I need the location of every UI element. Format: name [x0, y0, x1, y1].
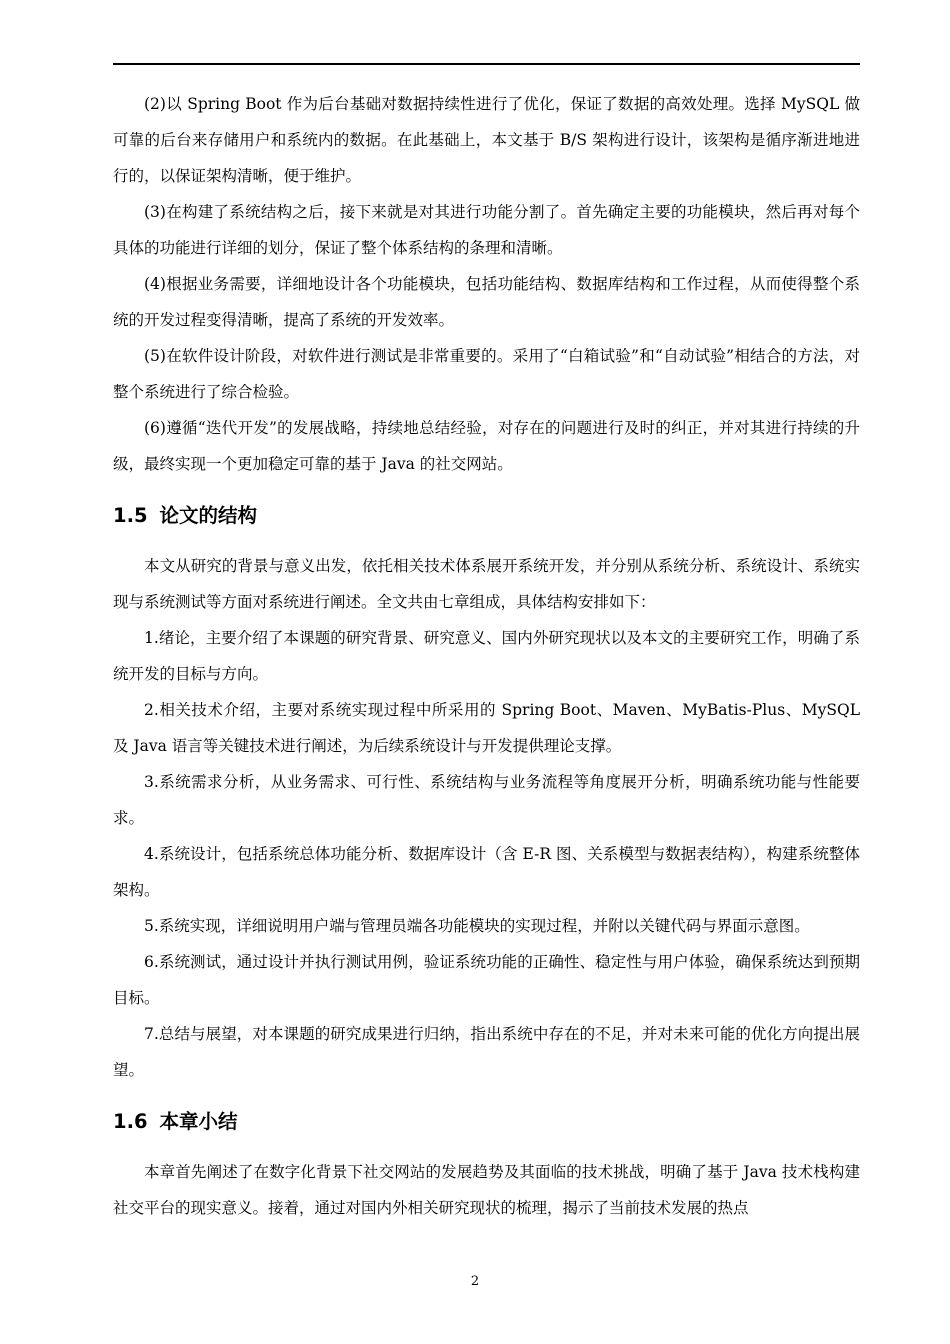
section-title: 论文的结构 [159, 504, 258, 527]
page-number: 2 [470, 1274, 480, 1289]
paragraph: 本文从研究的背景与意义出发，依托相关技术体系展开系统开发，并分别从系统分析、系统设计、系统实现与系统测试等方面对系统进行阐述。全文共由七章组成，具体结构安排如下： [113, 557, 860, 611]
paragraph: 5.系统实现，详细说明用户端与管理员端各功能模块的实现过程，并附以关键代码与界面示意图。 [144, 917, 810, 935]
paragraph: 6.系统测试，通过设计并执行测试用例，验证系统功能的正确性、稳定性与用户体验，确保系统达到预期目标。 [113, 953, 860, 1007]
section-heading-1-5 [113, 496, 860, 536]
paragraph: 2.相关技术介绍，主要对系统实现过程中所采用的 Spring Boot、Maven、MyBatis-Plus、MySQL 及 Java 语言等关键技术进行阐述，为后续系统设计与开发提供理论支撑。 [113, 701, 860, 755]
section-heading-1-6 [113, 1102, 860, 1142]
section-number: 1.6 [113, 1110, 148, 1133]
paragraph: 3.系统需求分析，从业务需求、可行性、系统结构与业务流程等角度展开分析，明确系统功能与性能要求。 [113, 773, 860, 827]
section-title: 本章小结 [159, 1110, 238, 1133]
paragraph: 7.总结与展望，对本课题的研究成果进行归纳，指出系统中存在的不足，并对未来可能的优化方向提出展望。 [113, 1025, 860, 1079]
paragraph: (3)在构建了系统结构之后，接下来就是对其进行功能分割了。首先确定主要的功能模块，然后再对每个具体的功能进行详细的划分，保证了整个体系结构的条理和清晰。 [113, 203, 860, 257]
paragraph: 4.系统设计，包括系统总体功能分析、数据库设计（含 E-R 图、关系模型与数据表结构），构建系统整体架构。 [113, 845, 860, 899]
paragraph: (2)以 Spring Boot 作为后台基础对数据持续性进行了优化，保证了数据的高效处理。选择 MySQL 做可靠的后台来存储用户和系统内的数据。在此基础上，本文基于 B/S 架构进行设计，该架构是循序渐进地进行的，以保证架构清晰，便于维护。 [113, 95, 860, 185]
page-body [113, 86, 860, 1226]
paragraph: (5)在软件设计阶段，对软件进行测试是非常重要的。采用了“白箱试验”和“自动试验”相结合的方法，对整个系统进行了综合检验。 [113, 347, 860, 401]
paragraph: (6)遵循“迭代开发”的发展战略，持续地总结经验，对存在的问题进行及时的纠正，并对其进行持续的升级，最终实现一个更加稳定可靠的基于 Java 的社交网站。 [113, 419, 860, 473]
section-number: 1.5 [113, 504, 148, 527]
paragraph: 1.绪论，主要介绍了本课题的研究背景、研究意义、国内外研究现状以及本文的主要研究工作，明确了系统开发的目标与方向。 [113, 629, 860, 683]
paragraph: (4)根据业务需要，详细地设计各个功能模块，包括功能结构、数据库结构和工作过程，从而使得整个系统的开发过程变得清晰，提高了系统的开发效率。 [113, 275, 860, 329]
paragraph: 本章首先阐述了在数字化背景下社交网站的发展趋势及其面临的技术挑战，明确了基于 Java 技术栈构建社交平台的现实意义。接着，通过对国内外相关研究现状的梳理，揭示了当前技术发展的热点 [113, 1163, 860, 1217]
header-rule [113, 63, 860, 65]
